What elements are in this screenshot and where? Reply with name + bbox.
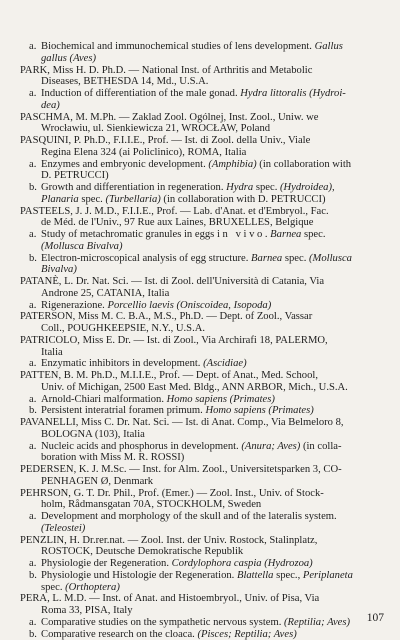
species-name: Homo sapiens (Primates) — [167, 394, 275, 405]
item-label: b. — [29, 253, 41, 265]
entry-heading-line — [20, 112, 386, 124]
research-item-line — [20, 159, 386, 171]
text-segment: Growth and differentiation in regeneration. — [41, 182, 226, 193]
text-segment: Physiologie der Regeneration. — [41, 558, 172, 569]
text-segment: spec. — [79, 194, 106, 205]
text-segment: PASTEELS, J. J. M.D., F.I.I.E., Prof. — Lab. d'Anat. et d'Embryol., Fac. — [20, 206, 329, 217]
entry-heading-line — [20, 276, 386, 288]
continuation-line — [20, 217, 386, 229]
research-item-line — [20, 570, 386, 582]
text-segment: Comparative studies on the sympathetic nervous system. — [41, 617, 284, 628]
continuation-line — [20, 476, 386, 488]
research-item-line — [20, 394, 386, 406]
text-segment: Italia — [41, 347, 63, 358]
continuation-line — [20, 429, 386, 441]
text-segment: PATRICOLO, Miss E. Dr. — Ist. di Zool., Via Archirafi 18, PALERMO, — [20, 335, 328, 346]
text-segment: Enzymatic inhibitors in development. — [41, 358, 203, 369]
text-segment: PERA, L. M.D. — Inst. of Anat. and Histoembryol., Univ. of Pisa, Via — [20, 593, 319, 604]
text-segment: D. PETRUCCI) — [41, 170, 109, 181]
text-segment: Electron-microscopical analysis of egg structure. — [41, 253, 251, 264]
spaced-text: in vivo — [217, 229, 265, 240]
continuation-line — [20, 76, 386, 88]
continuation-line — [20, 100, 386, 112]
continuation-line — [20, 288, 386, 300]
text-segment: spec. — [301, 229, 325, 240]
continuation-line — [20, 147, 386, 159]
text-segment: Rigenerazione. — [41, 300, 107, 311]
text-segment: PASQUINI, P. Ph.D., F.I.I.E., Prof. — Ist. di Zool. della Univ., Viale — [20, 135, 310, 146]
text-segment: Wrocławiu, ul. Sienkiewicza 21, WROCŁAW, Poland — [41, 123, 270, 134]
directory-entries — [20, 41, 386, 640]
text-segment: . — [265, 229, 270, 240]
species-name: (Amphibia) — [208, 159, 256, 170]
text-segment: Induction of differentiation of the male gonad. — [41, 88, 240, 99]
text-segment: Study of metachromatic granules in eggs — [41, 229, 217, 240]
continuation-line — [20, 123, 386, 135]
continuation-line — [20, 241, 386, 253]
text-segment: ROSTOCK, Deutsche Demokratische Republik — [41, 546, 243, 557]
text-segment: PAVANELLI, Miss C. Dr. Nat. Sci. — Ist. di Anat. Comp., Via Belmeloro 8, — [20, 417, 344, 428]
item-label: a. — [29, 441, 41, 453]
species-name: Homo sapiens (Primates) — [205, 405, 313, 416]
continuation-line — [20, 499, 386, 511]
research-item-line — [20, 617, 386, 629]
species-name: gallus (Aves) — [41, 53, 96, 64]
text-segment: de Méd. de l'Univ., 97 Rue aux Laines, BRUXELLES, Belgique — [41, 217, 314, 228]
text-segment: Development and morphology of the skull and of the lateralis system. — [41, 511, 337, 522]
item-label: a. — [29, 159, 41, 171]
species-name: Barnea — [251, 253, 282, 264]
text-segment: spec., — [273, 570, 302, 581]
text-segment: spec. — [41, 582, 65, 593]
research-item-line — [20, 253, 386, 265]
item-label: a. — [29, 88, 41, 100]
continuation-line — [20, 523, 386, 535]
text-segment: BOLOGNA (103), Italia — [41, 429, 145, 440]
text-segment: PENHAGEN Ø, Denmark — [41, 476, 153, 487]
species-name: Barnea — [270, 229, 301, 240]
entry-heading-line — [20, 464, 386, 476]
text-segment: Persistent interatrial foramen primum. — [41, 405, 205, 416]
entry-heading-line — [20, 535, 386, 547]
entry-heading-line — [20, 65, 386, 77]
species-name: Cordylophora caspia (Hydrozoa) — [172, 558, 313, 569]
text-segment: Androne 25, CATANIA, Italia — [41, 288, 169, 299]
entry-heading-line — [20, 135, 386, 147]
species-name: Planaria — [41, 194, 79, 205]
item-label: a. — [29, 617, 41, 629]
species-name: (Pisces; Reptilia; Aves) — [197, 629, 296, 640]
research-item-line — [20, 300, 386, 312]
text-segment: Enzymes and embryonic development. — [41, 159, 208, 170]
species-name: (Mollusca Bivalva) — [41, 241, 123, 252]
item-label: a. — [29, 511, 41, 523]
species-name: (Orthoptera) — [65, 582, 120, 593]
text-segment: PEDERSEN, K. J. M.Sc. — Inst. for Alm. Zool., Universitetsparken 3, CO- — [20, 464, 342, 475]
text-segment: spec. — [253, 182, 280, 193]
entry-heading-line — [20, 417, 386, 429]
continuation-line — [20, 605, 386, 617]
text-segment: PARK, Miss H. D. Ph.D. — National Inst. of Arthritis and Metabolic — [20, 65, 312, 76]
item-label: b. — [29, 629, 41, 640]
text-segment: Regina Elena 324 (ai Policlinico), ROMA, Italia — [41, 147, 246, 158]
text-segment: Diseases, BETHESDA 14, Md., U.S.A. — [41, 76, 208, 87]
species-name: Hydra littoralis (Hydroi- — [240, 88, 346, 99]
research-item-line — [20, 182, 386, 194]
text-segment: Univ. of Michigan, 2500 East Med. Bldg., ANN ARBOR, Mich., U.S.A. — [41, 382, 348, 393]
text-segment: Nucleic acids and phosphorus in development. — [41, 441, 241, 452]
text-segment: (in colla- — [300, 441, 341, 452]
continuation-line — [20, 323, 386, 335]
text-segment: PATTEN, B. M. Ph.D., M.I.I.E., Prof. — Dept. of Anat., Med. School, — [20, 370, 318, 381]
item-label: b. — [29, 570, 41, 582]
entry-heading-line — [20, 593, 386, 605]
species-name: Porcellio laevis (Oniscoidea, Isopoda) — [107, 300, 271, 311]
item-label: b. — [29, 182, 41, 194]
continuation-line — [20, 264, 386, 276]
research-item-line — [20, 405, 386, 417]
species-name: Hydra — [226, 182, 253, 193]
entry-heading-line — [20, 311, 386, 323]
text-segment: PASCHMA, M. M.Ph. — Zaklad Zool. Ogólnej, Inst. Zool., Uniw. we — [20, 112, 319, 123]
species-name: Bivalva) — [41, 264, 77, 275]
research-item-line — [20, 41, 386, 53]
species-name: (Teleostei) — [41, 523, 85, 534]
text-segment: spec. — [282, 253, 309, 264]
species-name: (Hydroidea), — [280, 182, 335, 193]
species-name: (Mollusca — [309, 253, 352, 264]
continuation-line — [20, 546, 386, 558]
entry-heading-line — [20, 370, 386, 382]
item-label: b. — [29, 405, 41, 417]
research-item-line — [20, 88, 386, 100]
text-segment: Biochemical and immunochemical studies of lens development. — [41, 41, 315, 52]
species-name: (Reptilia; Aves) — [284, 617, 350, 628]
item-label: a. — [29, 394, 41, 406]
continuation-line — [20, 53, 386, 65]
continuation-line — [20, 582, 386, 594]
text-segment: holm, Rådmansgatan 70A, STOCKHOLM, Sweden — [41, 499, 261, 510]
continuation-line — [20, 452, 386, 464]
species-name: (Anura; Aves) — [241, 441, 300, 452]
research-item-line — [20, 629, 386, 640]
species-name: Gallus — [315, 41, 343, 52]
text-segment: PATANÈ, L. Dr. Nat. Sci. — Ist. di Zool. dell'Università di Catania, Via — [20, 276, 324, 287]
text-segment: Roma 33, PISA, Italy — [41, 605, 133, 616]
text-segment: boration with Miss M. R. ROSSI) — [41, 452, 184, 463]
text-segment: Physiologie und Histologie der Regeneration. — [41, 570, 237, 581]
entry-heading-line — [20, 206, 386, 218]
item-label: a. — [29, 41, 41, 53]
continuation-line — [20, 194, 386, 206]
species-name: (Ascidiae) — [203, 358, 247, 369]
continuation-line — [20, 170, 386, 182]
page-number: 107 — [367, 612, 384, 624]
species-name: dea) — [41, 100, 60, 111]
text-segment: PEHRSON, G. T. Dr. Phil., Prof. (Emer.) — Zool. Inst., Univ. of Stock- — [20, 488, 324, 499]
research-item-line — [20, 511, 386, 523]
text-segment: (in collaboration with — [257, 159, 351, 170]
species-name: Blattella — [237, 570, 273, 581]
research-item-line — [20, 358, 386, 370]
research-item-line — [20, 441, 386, 453]
continuation-line — [20, 347, 386, 359]
text-segment: (in collaboration with D. PETRUCCI) — [161, 194, 326, 205]
entry-heading-line — [20, 335, 386, 347]
research-item-line — [20, 229, 386, 241]
entry-heading-line — [20, 488, 386, 500]
text-segment: PATERSON, Miss M. C. B.A., M.S., Ph.D. — Dept. of Zool., Vassar — [20, 311, 312, 322]
item-label: a. — [29, 229, 41, 241]
text-segment: Arnold-Chiari malformation. — [41, 394, 167, 405]
text-segment: Coll., POUGHKEEPSIE, N.Y., U.S.A. — [41, 323, 205, 334]
item-label: a. — [29, 558, 41, 570]
item-label: a. — [29, 300, 41, 312]
species-name: Periplaneta — [303, 570, 353, 581]
text-segment: PENZLIN, H. Dr.rer.nat. — Zool. Inst. der Univ. Rostock, Stalinplatz, — [20, 535, 317, 546]
species-name: (Turbellaria) — [105, 194, 160, 205]
continuation-line — [20, 382, 386, 394]
research-item-line — [20, 558, 386, 570]
text-segment: Comparative research on the cloaca. — [41, 629, 197, 640]
item-label: a. — [29, 358, 41, 370]
